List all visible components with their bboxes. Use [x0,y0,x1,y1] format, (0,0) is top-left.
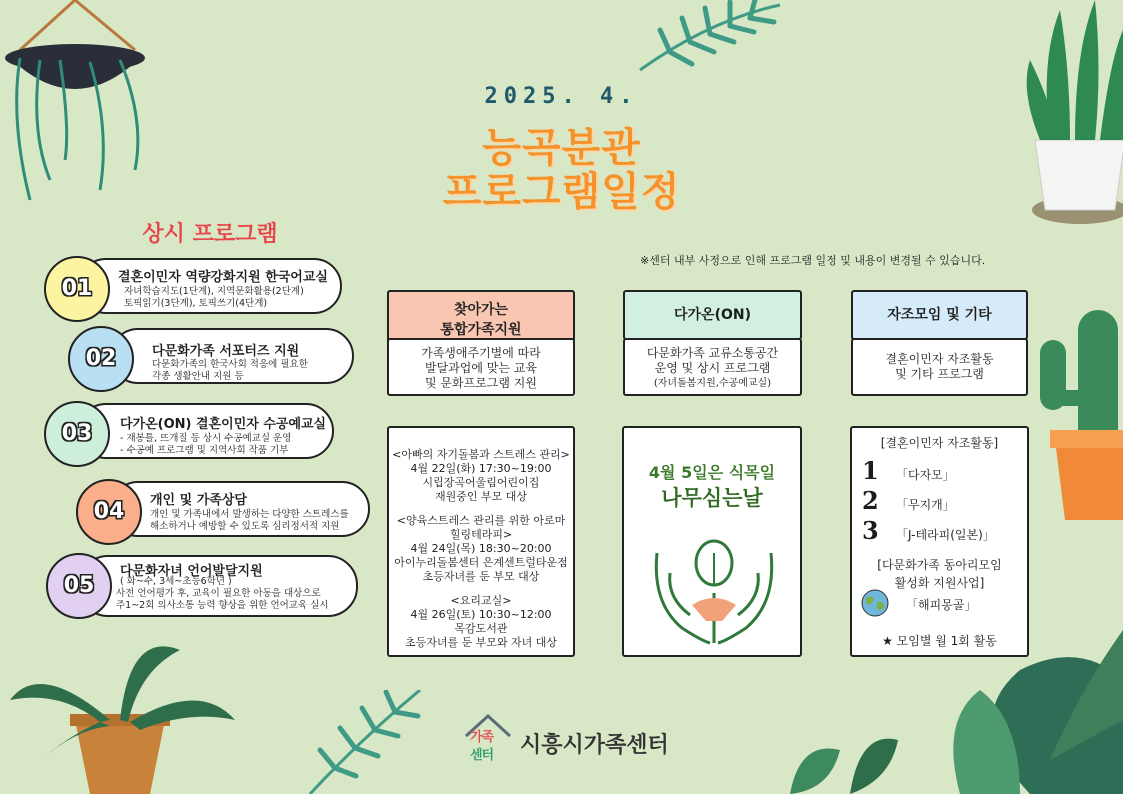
globe-icon [860,588,890,618]
desc-line: 가족생애주기별에 따라 [421,346,541,360]
leaf-bottom-decoration [780,720,900,794]
program-desc: 각종 생활안내 지원 등 [152,371,244,382]
page-title-line2: 프로그램일정 [442,169,681,215]
program-desc: 개인 및 가족내에서 발생하는 다양한 스트레스를 [150,509,349,520]
rank-3-icon: 3 [862,516,879,545]
schedule-title: <아빠의 자기돌봄과 스트레스 관리> [392,448,570,461]
club-item: 「해피몽골」 [906,598,977,612]
schedule-place: 목감도서관 [454,622,508,635]
program-title: 다문화가족 서포터즈 지원 [152,344,300,359]
club-heading: [다문화가족 동아리모임 [877,558,1002,572]
selfhelp-heading: [결혼이민자 자조활동] [880,436,999,450]
desc-line-small: (자녀돌봄지원,수공예교실) [653,378,772,389]
program-item-04 [110,481,370,537]
schedule-target: 초등자녀를 둔 부모와 자녀 대상 [404,636,558,649]
program-title: 결혼이민자 역량강화지원 한국어교실 [118,270,328,285]
program-desc: 토픽읽기(3단계), 토픽쓰기(4단계) [124,298,268,309]
rank-1-icon: 1 [862,456,879,485]
logo-mark-bottom: 센터 [470,748,494,763]
desc-line: 및 문화프로그램 지원 [425,376,537,390]
schedule-date: 4월 22일(화) 17:30~19:00 [410,462,552,475]
schedule-title: <양육스트레스 관리를 위한 아로마 [396,514,566,527]
desc-line: 발달과업에 맞는 교육 [425,361,537,375]
desc-line: 운영 및 상시 프로그램 [654,361,771,375]
arbor-day-line1: 4월 5일은 식목일 [648,463,776,482]
program-item-05 [78,555,358,617]
program-item-02 [110,328,354,384]
program-title: 개인 및 가족상담 [150,493,247,508]
selfhelp-footer: ★ 모임별 월 1회 활동 [882,634,997,648]
program-number-04: 04 [76,479,142,545]
program-desc: 주1~2회 의사소통 능력 향상을 위한 언어교육 실시 [116,600,329,611]
column-header-line1: 찾아가는 [453,302,509,318]
program-number-03: 03 [44,401,110,467]
selfhelp-item: 「J-테라피(일본)」 [896,528,995,542]
column-header-selfhelp [851,290,1028,340]
desc-line: 및 기타 프로그램 [895,367,984,381]
column-header-dagaon [623,290,802,340]
club-heading: 활성화 지원사업] [894,576,985,590]
program-desc: - 수공예 프로그램 및 지역사회 작품 기부 [120,445,289,456]
always-programs-heading: 상시 프로그램 [142,222,278,247]
page-title-line1: 능곡분관 [482,125,641,171]
schedule-date: 4월 24일(목) 18:30~20:00 [410,542,552,555]
rank-2-icon: 2 [862,486,879,515]
schedule-target: 초등자녀를 둔 부모 대상 [422,570,540,583]
program-desc: 해소하거나 예방할 수 있도록 심리정서적 지원 [150,521,340,532]
program-desc: - 재봉틀, 뜨개질 등 상시 수공예교실 운영 [120,433,292,444]
program-item-03 [78,403,334,459]
tree-in-hands-icon [652,533,776,651]
column-header-line1: 다가온(ON) [674,307,751,323]
program-desc: 자녀학습지도(1단계), 지역문화활용(2단계) [124,286,304,297]
arbor-day-line2: 나무심는날 [661,486,763,510]
desc-line: 다문화가족 교류소통공간 [646,346,779,360]
program-desc: ( 화~수, 3세~초등6학년 ) [120,576,232,587]
column-header-line2: 통합가족지원 [440,322,522,338]
family-center-name: 시흥시가족센터 [520,733,669,758]
program-number-01: 01 [44,256,110,322]
date-heading: 2025. 4. [484,84,639,109]
schedule-place: 시립장곡어울림어린이집 [422,476,540,489]
schedule-title: 힐링테라피> [449,528,513,541]
selfhelp-item: 「무지개」 [896,498,955,512]
palm-leaf-bottom-decoration [290,690,430,794]
change-notice: ※센터 내부 사정으로 인해 프로그램 일정 및 내용이 변경될 수 있습니다. [640,254,986,267]
column-header-line1: 자조모임 및 기타 [887,307,992,323]
potted-plant-bottom-left-decoration [0,630,240,794]
program-number-05: 05 [46,553,112,619]
schedule-date: 4월 26일(토) 10:30~12:00 [410,608,552,621]
program-title: 다문화자녀 언어발달지원 [120,564,263,579]
selfhelp-panel [850,426,1029,657]
column-desc-integrated-family [387,338,575,396]
schedule-title: <요리교실> [450,594,512,607]
desc-line: 결혼이민자 자조활동 [885,352,994,366]
program-desc: 다문화가족의 한국사회 적응에 필요한 [152,359,308,370]
schedule-place: 아이누리돌봄센터 은계센트럴타운점 [394,556,568,569]
cactus-decoration [1040,300,1123,530]
column-desc-selfhelp [851,338,1028,396]
arbor-day-panel [622,426,802,657]
schedule-target: 재원중인 부모 대상 [434,490,527,503]
schedule-panel [387,426,575,657]
program-item-01 [78,258,342,314]
logo-mark-top: 가족 [470,730,494,745]
column-desc-dagaon [623,338,802,396]
program-title: 다가온(ON) 결혼이민자 수공예교실 [120,417,327,432]
selfhelp-item: 「다자모」 [896,468,955,482]
palm-leaf-top-decoration [630,0,790,80]
program-desc: 사전 언어평가 후, 교육이 필요한 아동을 대상으로 [116,588,321,599]
program-number-02: 02 [68,326,134,392]
